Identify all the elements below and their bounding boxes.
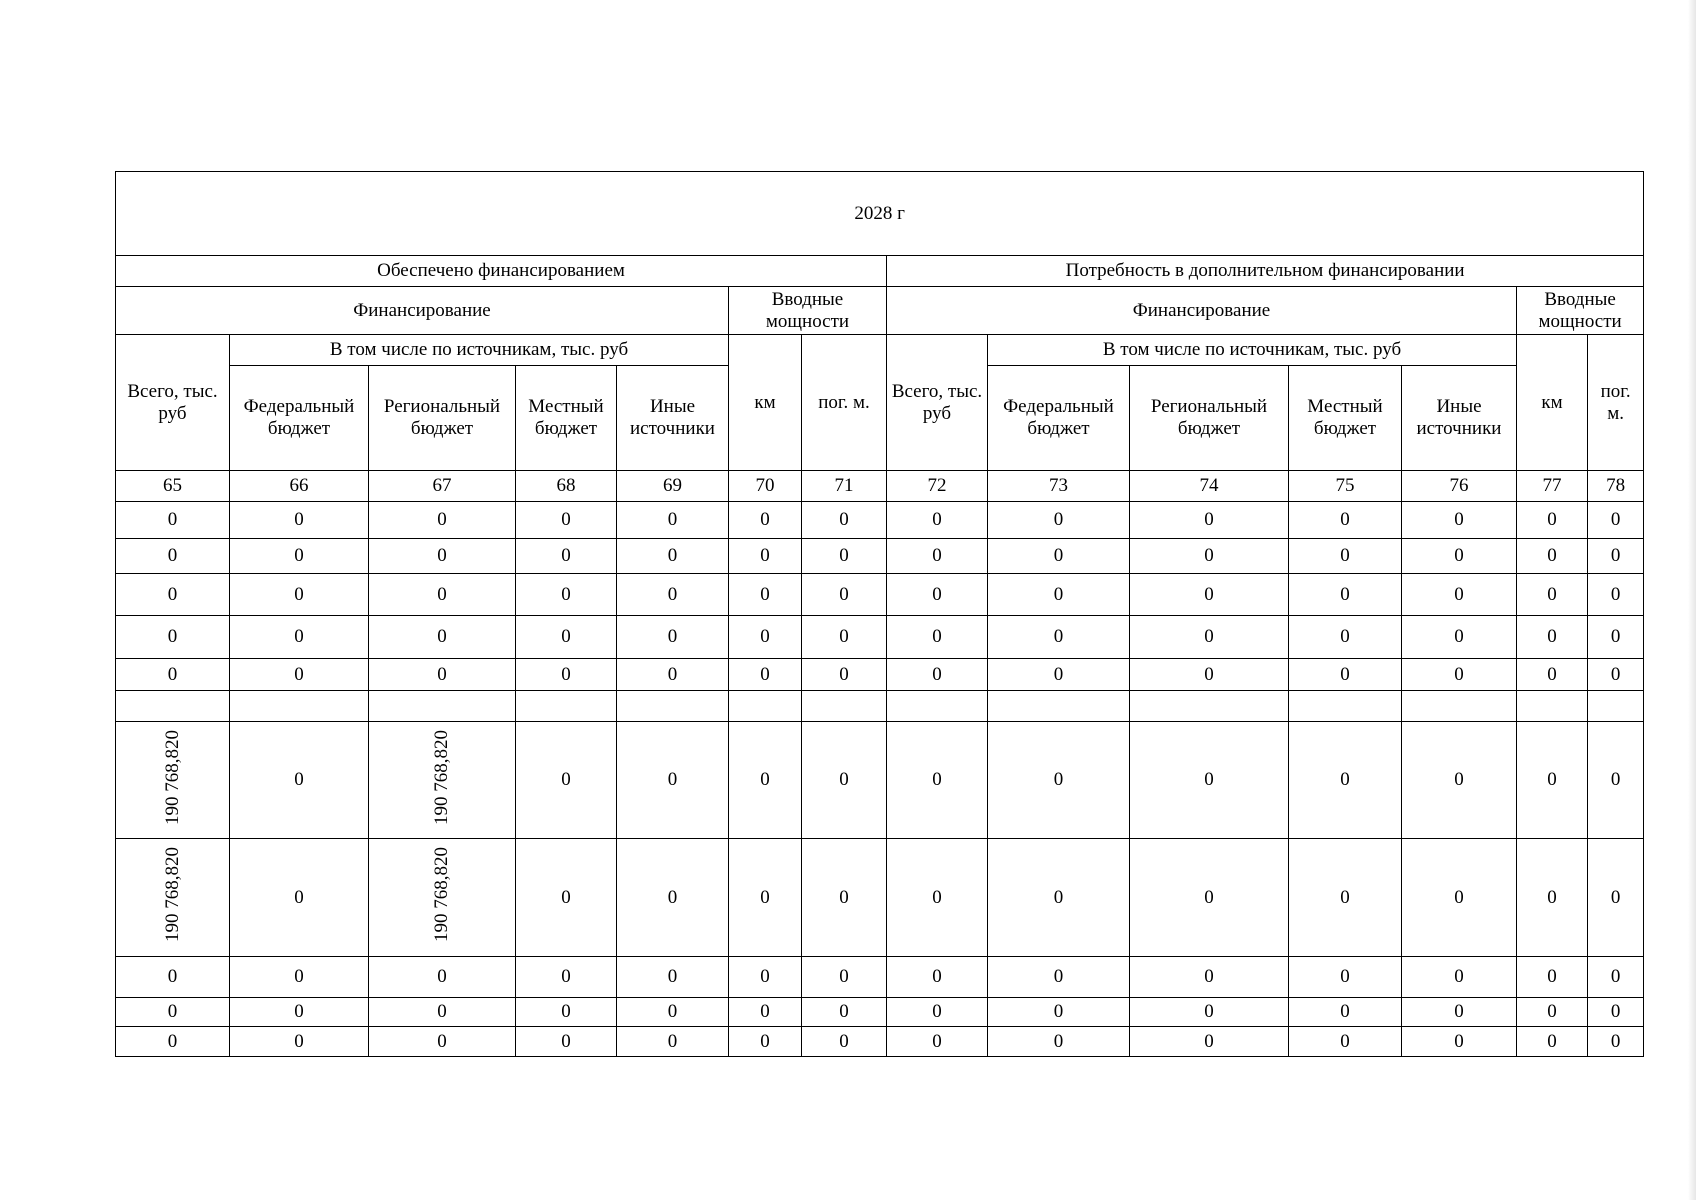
table-cell: 0 (116, 998, 230, 1027)
table-cell (369, 722, 516, 839)
table-cell: 0 (1402, 616, 1517, 659)
table-cell: 0 (729, 659, 802, 691)
table-cell (1588, 691, 1644, 722)
table-cell: 0 (1517, 1027, 1588, 1057)
table-cell: 0 (1402, 998, 1517, 1027)
table-cell: 0 (887, 539, 988, 574)
table-cell: 0 (230, 502, 369, 539)
additional-total-header: Всего, тыс. руб (887, 335, 988, 471)
column-number: 77 (1517, 471, 1588, 502)
table-cell (116, 691, 230, 722)
additional-other-header: Иные источники (1402, 366, 1517, 471)
table-cell: 0 (802, 722, 887, 839)
table-cell: 0 (116, 616, 230, 659)
table-cell: 0 (887, 574, 988, 616)
table-cell: 0 (988, 722, 1130, 839)
table-cell: 0 (369, 574, 516, 616)
table-cell: 0 (729, 957, 802, 998)
table-cell: 0 (887, 998, 988, 1027)
cell-value-vertical: 190 768,820 (161, 847, 183, 943)
table-cell: 0 (802, 539, 887, 574)
column-number: 69 (617, 471, 729, 502)
table-cell: 0 (1130, 539, 1289, 574)
table-cell: 0 (802, 957, 887, 998)
table-row (116, 502, 1644, 539)
table-cell: 0 (802, 659, 887, 691)
secured-pog-header: пог. м. (802, 335, 887, 471)
secured-km-header: км (729, 335, 802, 471)
table-cell: 0 (230, 659, 369, 691)
table-cell: 0 (369, 659, 516, 691)
table-cell: 0 (1588, 998, 1644, 1027)
table-cell: 0 (116, 957, 230, 998)
column-number: 73 (988, 471, 1130, 502)
additional-regional-header: Региональный бюджет (1130, 366, 1289, 471)
table-cell: 0 (1402, 502, 1517, 539)
column-number: 71 (802, 471, 887, 502)
table-cell: 0 (617, 574, 729, 616)
table-cell: 0 (1517, 616, 1588, 659)
table-cell (116, 722, 230, 839)
table-cell: 0 (369, 998, 516, 1027)
table-row (116, 722, 1644, 839)
additional-sources-header: В том числе по источникам, тыс. руб (988, 335, 1517, 366)
table-cell: 0 (1289, 574, 1402, 616)
column-number: 70 (729, 471, 802, 502)
table-cell: 0 (1588, 539, 1644, 574)
table-cell: 0 (1289, 998, 1402, 1027)
table-cell: 0 (1517, 574, 1588, 616)
table-row (116, 574, 1644, 616)
table-cell: 0 (1289, 722, 1402, 839)
table-cell: 0 (1588, 839, 1644, 957)
table-cell: 0 (887, 616, 988, 659)
table-cell: 0 (617, 502, 729, 539)
table-cell: 0 (1588, 502, 1644, 539)
table-cell: 0 (116, 659, 230, 691)
table-cell: 0 (1517, 839, 1588, 957)
secured-federal-header: Федеральный бюджет (230, 366, 369, 471)
table-cell: 0 (516, 957, 617, 998)
column-number-row (116, 471, 1644, 502)
table-cell: 0 (729, 574, 802, 616)
column-number: 72 (887, 471, 988, 502)
table-cell: 0 (1402, 659, 1517, 691)
table-cell: 0 (1402, 574, 1517, 616)
cell-value-vertical: 190 768,820 (431, 729, 453, 825)
table-cell: 0 (230, 722, 369, 839)
table-cell: 0 (1517, 659, 1588, 691)
table-cell: 0 (1130, 502, 1289, 539)
table-cell: 0 (1588, 659, 1644, 691)
table-cell: 0 (802, 616, 887, 659)
table-cell: 0 (1588, 616, 1644, 659)
table-cell (230, 691, 369, 722)
additional-capacity-header: Вводные мощности (1517, 287, 1644, 335)
cell-value-vertical: 190 768,820 (431, 847, 453, 943)
table-cell: 0 (1130, 659, 1289, 691)
table-cell: 0 (887, 722, 988, 839)
table-cell: 0 (369, 539, 516, 574)
table-body (116, 502, 1644, 1057)
table-cell: 0 (1517, 957, 1588, 998)
table-cell: 0 (887, 659, 988, 691)
table-cell: 0 (1130, 839, 1289, 957)
table-cell: 0 (116, 502, 230, 539)
table-row (116, 1027, 1644, 1057)
table-cell: 0 (887, 1027, 988, 1057)
secured-total-header: Всего, тыс. руб (116, 335, 230, 471)
table-cell: 0 (802, 839, 887, 957)
table-cell (369, 839, 516, 957)
group-secured-header: Обеспечено финансированием (116, 256, 887, 287)
year-title: 2028 г (116, 172, 1644, 256)
cell-value-vertical: 190 768,820 (161, 729, 183, 825)
table-cell: 0 (1289, 539, 1402, 574)
additional-financing-header: Финансирование (887, 287, 1517, 335)
table-cell: 0 (369, 502, 516, 539)
table-cell: 0 (1289, 1027, 1402, 1057)
table-cell: 0 (729, 1027, 802, 1057)
table-cell: 0 (116, 1027, 230, 1057)
table-row (116, 957, 1644, 998)
table-cell (1130, 691, 1289, 722)
table-cell: 0 (1402, 1027, 1517, 1057)
table-cell (988, 691, 1130, 722)
column-number: 68 (516, 471, 617, 502)
additional-km-header: км (1517, 335, 1588, 471)
table-cell: 0 (729, 616, 802, 659)
additional-federal-header: Федеральный бюджет (988, 366, 1130, 471)
table-cell: 0 (1130, 1027, 1289, 1057)
table-header (116, 172, 1644, 502)
financing-table (115, 171, 1644, 1057)
table-cell (1289, 691, 1402, 722)
table-cell: 0 (1289, 957, 1402, 998)
additional-local-header: Местный бюджет (1289, 366, 1402, 471)
column-number: 67 (369, 471, 516, 502)
group-additional-header: Потребность в дополнительном финансировании (887, 256, 1644, 287)
page-edge-shadow (1688, 0, 1696, 1200)
table-cell: 0 (617, 539, 729, 574)
table-cell: 0 (729, 502, 802, 539)
table-cell: 0 (116, 539, 230, 574)
table-cell: 0 (988, 1027, 1130, 1057)
table-cell: 0 (1588, 1027, 1644, 1057)
table-cell (617, 691, 729, 722)
table-cell: 0 (1402, 722, 1517, 839)
table-cell: 0 (1588, 957, 1644, 998)
column-number: 74 (1130, 471, 1289, 502)
table-cell: 0 (802, 998, 887, 1027)
table-row (116, 659, 1644, 691)
table-cell: 0 (887, 957, 988, 998)
table-cell: 0 (1130, 574, 1289, 616)
table-cell: 0 (802, 502, 887, 539)
column-number: 76 (1402, 471, 1517, 502)
table-cell: 0 (887, 839, 988, 957)
table-cell (369, 691, 516, 722)
additional-pog-header: пог. м. (1588, 335, 1644, 471)
table-cell: 0 (617, 616, 729, 659)
secured-financing-header: Финансирование (116, 287, 729, 335)
table-cell (1517, 691, 1588, 722)
table-cell: 0 (1402, 839, 1517, 957)
table-row (116, 998, 1644, 1027)
table-cell: 0 (988, 839, 1130, 957)
table-cell: 0 (516, 539, 617, 574)
table-cell: 0 (988, 659, 1130, 691)
table-cell: 0 (617, 722, 729, 839)
table-cell: 0 (802, 574, 887, 616)
table-cell: 0 (617, 957, 729, 998)
secured-capacity-header: Вводные мощности (729, 287, 887, 335)
table-cell: 0 (617, 1027, 729, 1057)
column-number: 66 (230, 471, 369, 502)
table-cell: 0 (1588, 722, 1644, 839)
table-cell (1402, 691, 1517, 722)
table-cell: 0 (1402, 957, 1517, 998)
secured-other-header: Иные источники (617, 366, 729, 471)
table-cell: 0 (988, 502, 1130, 539)
table-cell: 0 (230, 616, 369, 659)
table-cell: 0 (516, 1027, 617, 1057)
secured-regional-header: Региональный бюджет (369, 366, 516, 471)
table-cell: 0 (230, 539, 369, 574)
table-cell: 0 (516, 998, 617, 1027)
table-cell: 0 (1517, 998, 1588, 1027)
table-cell (887, 691, 988, 722)
table-cell: 0 (1402, 539, 1517, 574)
table-cell: 0 (516, 659, 617, 691)
column-number: 65 (116, 471, 230, 502)
table-row (116, 839, 1644, 957)
table-cell: 0 (516, 616, 617, 659)
table-cell: 0 (230, 839, 369, 957)
table-cell: 0 (516, 839, 617, 957)
table-cell: 0 (1588, 574, 1644, 616)
table-row (116, 691, 1644, 722)
table-cell: 0 (369, 616, 516, 659)
table-cell: 0 (802, 1027, 887, 1057)
table-cell: 0 (369, 1027, 516, 1057)
table-cell: 0 (1289, 839, 1402, 957)
table-cell: 0 (516, 722, 617, 839)
table-cell: 0 (617, 998, 729, 1027)
table-cell: 0 (230, 574, 369, 616)
table-cell: 0 (1130, 616, 1289, 659)
table-cell: 0 (1517, 539, 1588, 574)
table-cell (516, 691, 617, 722)
table-cell: 0 (230, 957, 369, 998)
table-cell: 0 (988, 957, 1130, 998)
table-cell: 0 (1517, 722, 1588, 839)
table-cell: 0 (230, 1027, 369, 1057)
table-cell: 0 (729, 722, 802, 839)
table-cell: 0 (617, 659, 729, 691)
table-cell (116, 839, 230, 957)
column-number: 78 (1588, 471, 1644, 502)
table-cell (729, 691, 802, 722)
table-cell: 0 (988, 574, 1130, 616)
table-cell: 0 (1130, 722, 1289, 839)
table-cell: 0 (116, 574, 230, 616)
table-cell: 0 (1130, 957, 1289, 998)
table-cell: 0 (887, 502, 988, 539)
column-number: 75 (1289, 471, 1402, 502)
table-cell: 0 (516, 502, 617, 539)
secured-sources-header: В том числе по источникам, тыс. руб (230, 335, 729, 366)
table-cell: 0 (988, 616, 1130, 659)
secured-local-header: Местный бюджет (516, 366, 617, 471)
table-row (116, 539, 1644, 574)
table-cell: 0 (729, 839, 802, 957)
table-cell: 0 (1289, 616, 1402, 659)
table-cell: 0 (1517, 502, 1588, 539)
table-cell: 0 (988, 539, 1130, 574)
table-cell (802, 691, 887, 722)
table-cell: 0 (1289, 502, 1402, 539)
table-cell: 0 (1289, 659, 1402, 691)
table-cell: 0 (516, 574, 617, 616)
table-cell: 0 (988, 998, 1130, 1027)
table-cell: 0 (729, 539, 802, 574)
table-cell: 0 (230, 998, 369, 1027)
table-cell: 0 (617, 839, 729, 957)
table-cell: 0 (369, 957, 516, 998)
table-cell: 0 (1130, 998, 1289, 1027)
table-row (116, 616, 1644, 659)
table-cell: 0 (729, 998, 802, 1027)
